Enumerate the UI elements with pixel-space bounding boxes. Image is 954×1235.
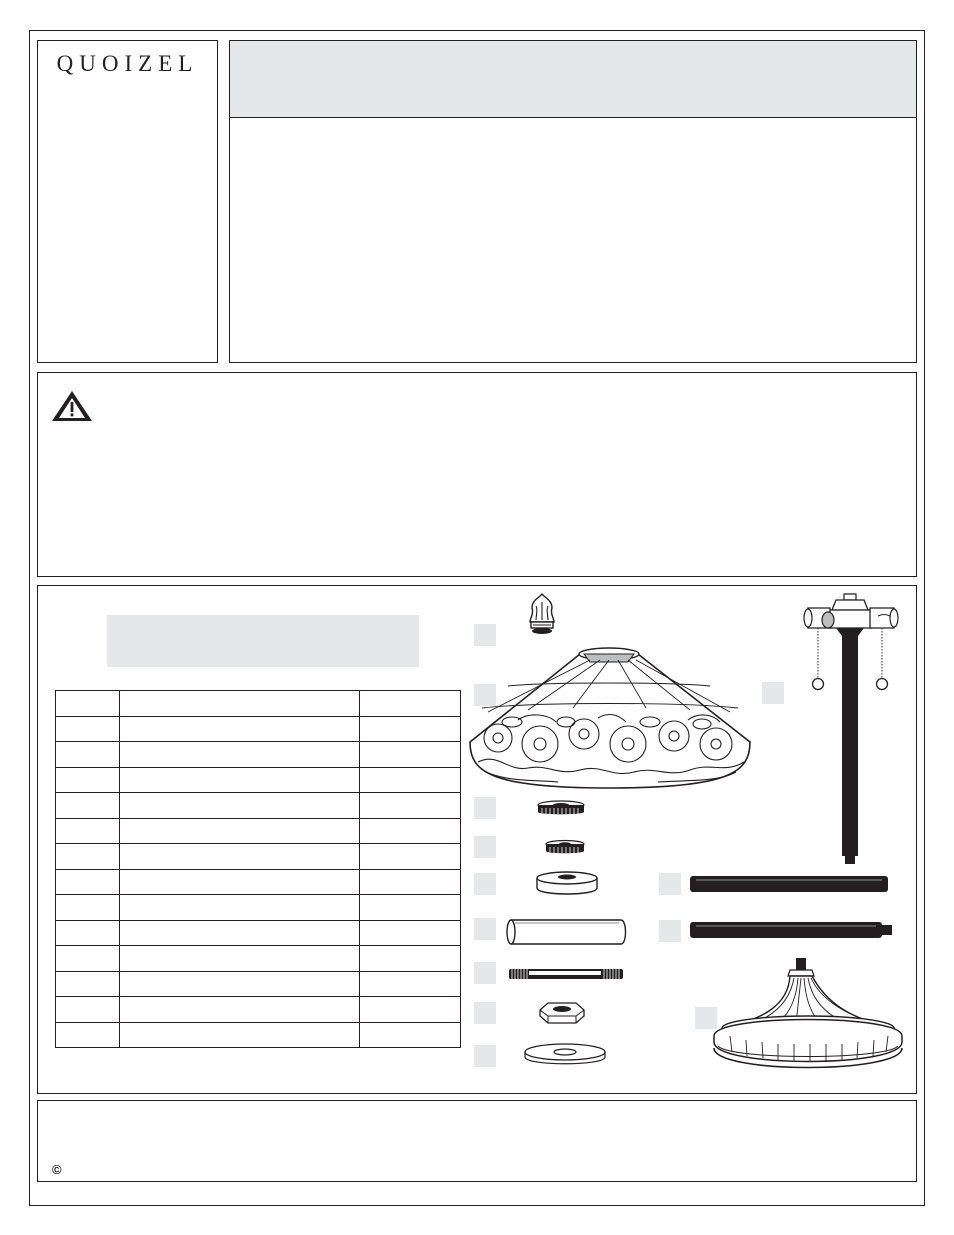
table-row: [56, 793, 461, 819]
table-cell: [120, 716, 360, 742]
parts-table: [55, 690, 461, 1048]
table-row: [56, 818, 461, 844]
title-band: [230, 41, 916, 118]
small-knurled-nut-illustration: [543, 839, 587, 857]
table-cell: [120, 691, 360, 717]
hex-nut-illustration: [536, 1000, 588, 1026]
part-label-box: [474, 1002, 496, 1024]
part-label-box: [474, 797, 496, 819]
table-row: [56, 971, 461, 997]
part-label-box: [474, 962, 496, 984]
lower-stem-illustration: [688, 920, 896, 942]
table-cell: [120, 1022, 360, 1048]
part-label-box: [474, 1045, 496, 1067]
finial-illustration: [524, 592, 560, 636]
table-cell: [360, 691, 461, 717]
footer-panel: [37, 1100, 917, 1182]
table-row: [56, 920, 461, 946]
table-cell: [56, 818, 120, 844]
table-cell: [120, 997, 360, 1023]
warning-panel: [37, 372, 917, 577]
tube-illustration: [505, 918, 627, 946]
table-cell: [360, 818, 461, 844]
lamp-base-illustration: [710, 956, 906, 1078]
table-cell: [360, 742, 461, 768]
table-cell: [120, 742, 360, 768]
part-label-box: [659, 920, 681, 942]
table-cell: [56, 946, 120, 972]
part-label-box: [659, 873, 681, 895]
table-cell: [120, 844, 360, 870]
table-cell: [360, 767, 461, 793]
table-cell: [56, 742, 120, 768]
parts-heading-band: [107, 615, 419, 667]
table-cell: [360, 716, 461, 742]
table-row: [56, 869, 461, 895]
table-cell: [56, 920, 120, 946]
table-cell: [120, 895, 360, 921]
upper-stem-illustration: [688, 874, 890, 896]
table-cell: [120, 971, 360, 997]
table-cell: [56, 716, 120, 742]
glass-shade-illustration: [468, 642, 752, 788]
table-cell: [360, 844, 461, 870]
table-cell: [360, 869, 461, 895]
socket-cluster-illustration: [798, 590, 904, 866]
table-cell: [56, 844, 120, 870]
table-cell: [56, 793, 120, 819]
knurled-nut-illustration: [536, 800, 586, 818]
table-cell: [360, 946, 461, 972]
table-cell: [120, 920, 360, 946]
part-label-box: [762, 682, 784, 704]
table-row: [56, 895, 461, 921]
table-cell: [120, 793, 360, 819]
table-row: [56, 1022, 461, 1048]
table-cell: [120, 767, 360, 793]
copyright-symbol: ©: [52, 1162, 62, 1177]
shade-ring-illustration: [534, 870, 600, 898]
part-label-box: [474, 873, 496, 895]
table-cell: [360, 1022, 461, 1048]
table-row: [56, 844, 461, 870]
table-cell: [56, 971, 120, 997]
warning-triangle-icon: [50, 389, 94, 423]
title-panel: [229, 40, 917, 363]
table-row: [56, 946, 461, 972]
table-cell: [56, 895, 120, 921]
table-cell: [56, 1022, 120, 1048]
part-label-box: [474, 836, 496, 858]
threaded-rod-illustration: [507, 966, 625, 982]
table-cell: [360, 793, 461, 819]
table-cell: [360, 997, 461, 1023]
table-cell: [120, 946, 360, 972]
table-cell: [120, 869, 360, 895]
washer-illustration: [522, 1042, 608, 1068]
table-row: [56, 997, 461, 1023]
part-label-box: [474, 918, 496, 940]
table-row: [56, 767, 461, 793]
table-row: [56, 691, 461, 717]
logo-panel: [37, 40, 218, 363]
table-cell: [120, 818, 360, 844]
table-cell: [56, 691, 120, 717]
brand-logo: QUOIZEL: [56, 51, 199, 76]
table-cell: [56, 869, 120, 895]
table-cell: [360, 971, 461, 997]
table-cell: [360, 895, 461, 921]
table-cell: [56, 767, 120, 793]
table-cell: [360, 920, 461, 946]
table-row: [56, 742, 461, 768]
table-row: [56, 716, 461, 742]
table-cell: [56, 997, 120, 1023]
